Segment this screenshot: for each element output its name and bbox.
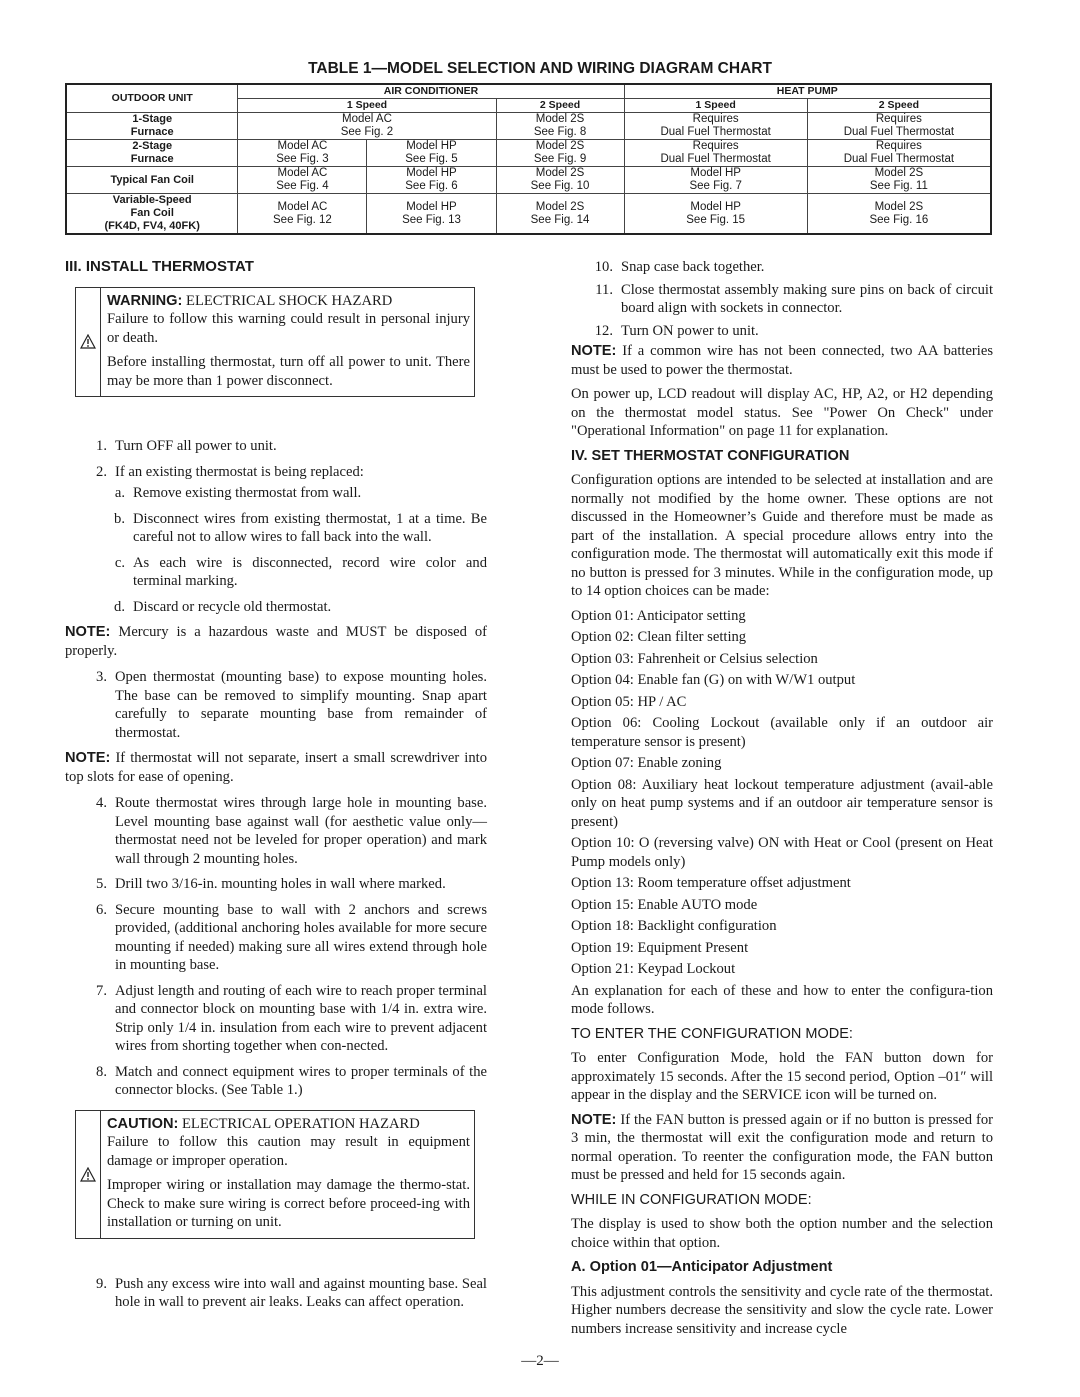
list-item: 9. Push any excess wire into wall and against mounting base. Seal hole in wall to prevent air leaks. Leaks can affect operation.: [96, 1275, 487, 1310]
unit-cell: 2-Stage Furnace: [66, 140, 238, 167]
table-cell: Requires Dual Fuel Thermostat: [807, 140, 991, 167]
header-ac-2speed: 2 Speed: [496, 99, 624, 113]
warning-icon: [76, 288, 101, 397]
table-cell: Model 2S See Fig. 10: [496, 167, 624, 194]
list-item: Option 04: Enable fan (G) on with W/W1 output: [571, 672, 856, 688]
header-air-conditioner: AIR CONDITIONER: [238, 84, 624, 99]
section-heading-option01: A. Option 01—Anticipator Adjustment: [571, 1259, 833, 1275]
table-title: TABLE 1—MODEL SELECTION AND WIRING DIAGRAM CHART: [308, 60, 772, 77]
list-item: 4. Route thermostat wires through large hole in mounting base. Level mounting base against wall (for aesthetic value only—thermostat need not be leveled for proper operation) and mark wall through 2 mounting holes.: [96, 795, 487, 867]
section-heading-install: III. INSTALL THERMOSTAT: [65, 258, 254, 275]
while-mode-paragraph: The display is used to show both the option number and the selection choice within that option.: [571, 1216, 993, 1251]
list-item: c. As each wire is disconnected, record wire color and terminal marking.: [114, 554, 487, 589]
list-item: 11. Close thermostat assembly making sure pins on back of circuit board align with sockets in connector.: [595, 281, 993, 316]
list-item: Option 02: Clean filter setting: [571, 629, 747, 645]
table-row: [66, 140, 991, 167]
section-heading-config: IV. SET THERMOSTAT CONFIGURATION: [571, 447, 850, 464]
enter-mode-paragraph: To enter Configuration Mode, hold the FAN button down for approximately 15 seconds. After the 15 second period, Option –01″ will appear in the display and the SERVICE icon will be turned on.: [571, 1050, 993, 1103]
list-item: 12. Turn ON power to unit.: [594, 322, 759, 339]
table-row: [66, 194, 991, 235]
unit-cell: 1-Stage Furnace: [66, 113, 238, 140]
list-item: 1. Turn OFF all power to unit.: [96, 438, 277, 454]
list-item: Option 19: Equipment Present: [571, 939, 749, 956]
header-hp-1speed: 1 Speed: [624, 99, 807, 113]
note-mercury: NOTE: Mercury is a hazardous waste and MUST be disposed of properly.: [65, 624, 487, 659]
list-item: Option 18: Backlight configuration: [571, 918, 777, 934]
explain-paragraph: An explanation for each of these and how to enter the configura-tion mode follows.: [571, 982, 993, 1017]
warning-box: [75, 287, 475, 398]
caution-heading: CAUTION: ELECTRICAL OPERATION HAZARD: [107, 1115, 420, 1132]
table-cell: Model 2S See Fig. 11: [807, 167, 991, 194]
unit-cell: Variable-Speed Fan Coil (FK4D, FV4, 40FK): [66, 194, 238, 235]
subheading-enter-mode: TO ENTER THE CONFIGURATION MODE:: [571, 1025, 853, 1042]
power-up-paragraph: On power up, LCD readout will display AC, HP, A2, or H2 depending on the thermostat model status. See "Power On Check" under "Operational Information" on page 11 for explanation.: [571, 386, 993, 439]
table-cell: Model HP See Fig. 6: [367, 167, 496, 194]
table-row: [66, 113, 991, 140]
anticipator-paragraph: This adjustment controls the sensitivity and cycle rate of the thermostat. Higher numbers decrease the sensitivity and slow the cycle rate. Lower numbers increase sensitivity and increase cycle: [571, 1283, 993, 1337]
table-cell: Model AC See Fig. 12: [238, 194, 367, 235]
left-column: [65, 258, 487, 1319]
header-heat-pump: HEAT PUMP: [624, 84, 991, 99]
model-selection-table: [65, 83, 992, 235]
list-item: Option 05: HP / AC: [571, 693, 687, 710]
list-item: 5. Drill two 3/16-in. mounting holes in wall where marked.: [96, 876, 446, 892]
list-item: Option 13: Room temperature offset adjustment: [571, 875, 851, 891]
list-item: 2. If an existing thermostat is being replaced:: [96, 463, 364, 480]
list-item: 8. Match and connect equipment wires to proper terminals of the connector blocks. (See Table 1.): [96, 1063, 487, 1098]
list-item: d. Discard or recycle old thermostat.: [114, 598, 332, 615]
table-cell: Model 2S See Fig. 8: [496, 113, 624, 140]
header-outdoor-unit: OUTDOOR UNIT: [66, 84, 238, 113]
table-cell: Model HP See Fig. 13: [367, 194, 496, 235]
warning-heading: WARNING: ELECTRICAL SHOCK HAZARD: [107, 292, 393, 309]
note-separate: NOTE: If thermostat will not separate, insert a small screwdriver into top slots for ease of opening.: [65, 750, 487, 785]
header-ac-1speed: 1 Speed: [238, 99, 496, 113]
list-item: 10. Snap case back together.: [594, 259, 765, 275]
table-cell: Model HP See Fig. 7: [624, 167, 807, 194]
caution-text-2: Improper wiring or installation may damage the thermo-stat. Check to make sure wiring is correct before proceed-ing with installation or turning on unit.: [107, 1177, 470, 1230]
table-cell: Requires Dual Fuel Thermostat: [807, 113, 991, 140]
page-number: —2—: [521, 1353, 559, 1369]
list-item: Option 08: Auxiliary heat lockout temperature adjustment (avail-able only on heat pump systems and if an outdoor air temperature sensor is present): [571, 776, 993, 830]
caution-text: Failure to follow this caution may result in equipment damage or improper operation.: [107, 1134, 470, 1169]
list-item: 3. Open thermostat (mounting base) to expose mounting holes. The base can be removed to simplify mounting. Snap apart carefully to separate mounting base from remainder of thermostat.: [96, 669, 487, 741]
table-cell: Requires Dual Fuel Thermostat: [624, 140, 807, 167]
table-cell: Model AC See Fig. 3: [238, 140, 367, 167]
list-item: b. Disconnect wires from existing thermostat, 1 at a time. Be careful not to allow wires to fall back into the wall.: [114, 510, 487, 545]
list-item: 6. Secure mounting base to wall with 2 anchors and screws provided, (additional anchoring holes available for more secure mounting if needed) making sure all wires extend through hole in mounting base.: [96, 901, 487, 973]
warning-text-2: Before installing thermostat, turn off all power to unit. There may be more than 1 power disconnect.: [107, 354, 470, 389]
list-item: 7. Adjust length and routing of each wire to reach proper terminal and connector block on mounting base with 1/4 in. extra wire. Strip only 1/4 in. insulation from each wire to prevent adjacent wires from shorting together when con-nected.: [96, 982, 487, 1054]
table-row: [66, 167, 991, 194]
table-cell: Requires Dual Fuel Thermostat: [624, 113, 807, 140]
unit-cell: Typical Fan Coil: [66, 167, 238, 194]
list-item: Option 06: Cooling Lockout (available only if an outdoor air temperature sensor is present): [571, 715, 993, 750]
header-hp-2speed: 2 Speed: [807, 99, 991, 113]
options-list: [571, 607, 993, 979]
list-item: Option 21: Keypad Lockout: [571, 961, 736, 977]
list-item: Option 01: Anticipator setting: [571, 607, 746, 624]
table-cell: Model HP See Fig. 15: [624, 194, 807, 235]
config-paragraph: Configuration options are intended to be selected at installation and are normally not modified by the home owner. These options are not discussed in the Homeowner’s Guide and therefore must be made as part of the installation. A special procedure allows entry into the configuration mode. The thermostat will automatically exit this mode if no button is pressed for 3 minutes. While in the configuration mode, up to 14 option choices can be made:: [571, 472, 993, 599]
table-cell: Model AC See Fig. 4: [238, 167, 367, 194]
right-column: [571, 258, 993, 1344]
list-item: Option 10: O (reversing valve) ON with Heat or Cool (present on Heat Pump models only): [571, 835, 993, 870]
table-cell: Model 2S See Fig. 9: [496, 140, 624, 167]
list-item: Option 03: Fahrenheit or Celsius selection: [571, 650, 818, 667]
list-item: a. Remove existing thermostat from wall.: [114, 485, 362, 501]
table-cell: Model 2S See Fig. 14: [496, 194, 624, 235]
subheading-while-mode: WHILE IN CONFIGURATION MODE:: [571, 1191, 812, 1208]
table-cell: Model AC See Fig. 2: [238, 113, 496, 140]
list-item: Option 15: Enable AUTO mode: [571, 896, 758, 913]
note-fan-button: NOTE: If the FAN button is pressed again or if no button is pressed for 3 min, the thermostat will exit the configuration mode and return to normal operation. To reenter the configuration mode, the FAN button must be pressed and held for 15 seconds again.: [571, 1111, 993, 1183]
warning-text: Failure to follow this warning could result in personal injury or death.: [107, 311, 470, 346]
note-batteries: NOTE: If a common wire has not been connected, two AA batteries must be used to power the thermostat.: [571, 343, 993, 378]
caution-box: [75, 1110, 475, 1239]
caution-icon: [76, 1111, 101, 1238]
list-item: Option 07: Enable zoning: [571, 755, 722, 771]
table-cell: Model 2S See Fig. 16: [807, 194, 991, 235]
table-cell: Model HP See Fig. 5: [367, 140, 496, 167]
